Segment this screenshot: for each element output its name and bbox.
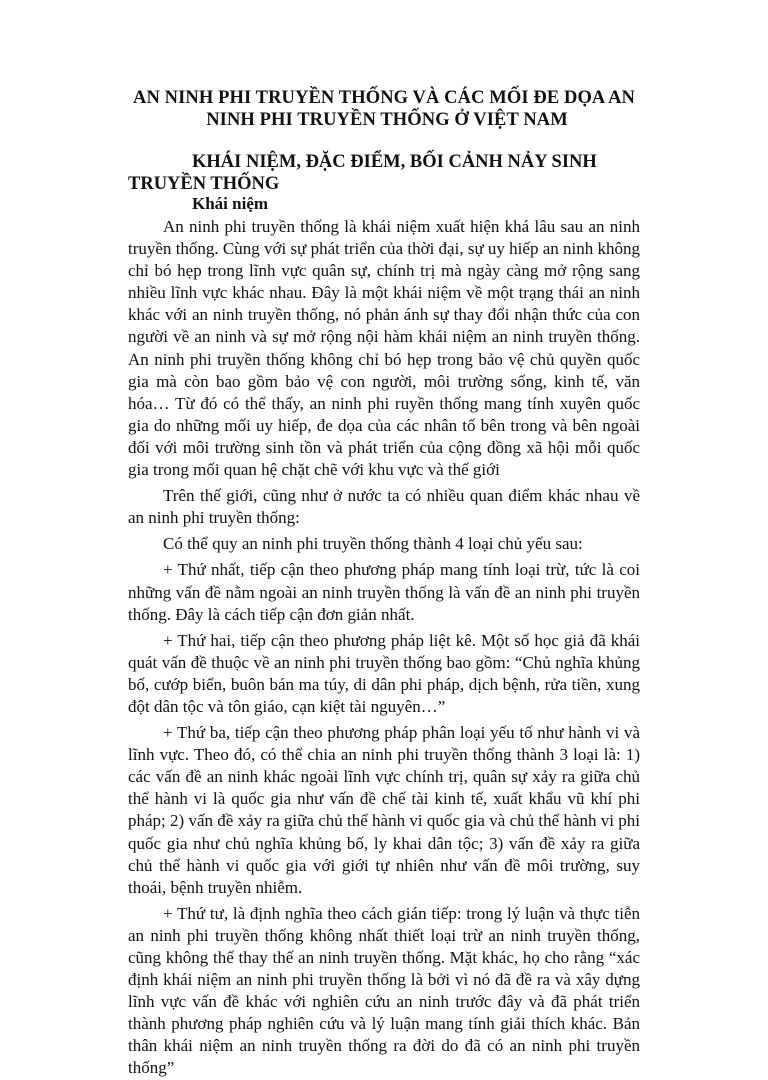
paragraph-four-types: Có thể quy an ninh phi truyền thống thành 4 loại chủ yếu sau:: [163, 534, 583, 554]
paragraph-viewpoints: Trên thế giới, cũng như ở nước ta có nhiều quan điểm khác nhau về an ninh phi truyền thống:: [128, 486, 640, 528]
paragraph-fourth-approach: + Thứ tư, là định nghĩa theo cách gián tiếp: trong lý luận và thực tiễn an ninh phi truyền thống không nhất thiết loại trừ an ninh truyền thống, cũng không thể thay thế an ninh truyền thống. Mặt khác, họ cho rằng “xác định khái niệm an ninh phi truyền thống là bởi vì nó đã đề ra và xây dựng lĩnh vực vấn đề khác với nghiên cứu an ninh trước đây và đã phát triển thành phương pháp nghiên cứu và lý luận mang tính giải thích khác. Bản thân khái niệm an ninh truyền thống ra đời do đã có an ninh phi truyền thống”: [128, 903, 640, 1078]
section-heading-line-2: TRUYỀN THỐNG: [128, 174, 280, 194]
document-title-line-1: AN NINH PHI TRUYỀN THỐNG VÀ CÁC MỐI ĐE DỌA AN: [133, 88, 635, 108]
body-text: [128, 216, 640, 1080]
section-heading-line-1: KHÁI NIỆM, ĐẶC ĐIỂM, BỐI CẢNH NẢY SINH: [192, 152, 597, 172]
paragraph-definition: An ninh phi truyền thống là khái niệm xuất hiện khá lâu sau an ninh truyền thống. Cùng với sự phát triển của thời đại, sự uy hiếp an ninh không chỉ bó hẹp trong lĩnh vực quân sự, chính trị mà ngày càng mở rộng sang nhiều lĩnh vực khác nhau. Đây là một khái niệm về một trạng thái an ninh khác với an ninh truyền thống, nó phản ánh sự thay đổi nhận thức của con người về an ninh và sự mở rộng nội hàm khái niệm an ninh truyền thống. An ninh phi truyền thống không chỉ bó hẹp trong bảo vệ chủ quyền quốc gia mà còn bao gồm bảo vệ con người, môi trường sống, kinh tế, văn hóa… Từ đó có thể thấy, an ninh phi ruyền thống mang tính xuyên quốc gia do những mối uy hiếp, đe dọa của các nhân tố bên trong và bên ngoài đối với môi trường sinh tồn và phát triển của cộng đồng xã hội mỗi quốc gia trong mối quan hệ chặt chẽ với khu vực và thế giới: [128, 217, 640, 480]
subheading: Khái niệm: [192, 194, 269, 213]
paragraph-third-approach: + Thứ ba, tiếp cận theo phương pháp phân loại yếu tố như hành vi và lĩnh vực. Theo đó, có thể chia an ninh phi truyền thống thành 3 loại là: 1) các vấn đề an ninh khác ngoài lĩnh vực chính trị, quân sự xảy ra giữa chủ thể hành vi là quốc gia như vấn đề chế tài kinh tế, xuất khẩu vũ khí phi pháp; 2) vấn đề xảy ra giữa chủ thể hành vi quốc gia và chủ thể hành vi phi quốc gia như chủ nghĩa khủng bố, ly khai dân tộc; 3) vấn đề xảy ra giữa chủ thể hành vi quốc gia với giới tự nhiên như vấn đề môi trường, suy thoái, bệnh truyền nhiễm.: [128, 723, 640, 897]
document-title-line-2: NINH PHI TRUYỀN THỐNG Ở VIỆT NAM: [206, 110, 568, 130]
paragraph-first-approach: + Thứ nhất, tiếp cận theo phương pháp mang tính loại trừ, tức là coi những vấn đề nằm ngoài an ninh truyền thống là vấn đề an ninh phi truyền thống. Đây là cách tiếp cận đơn giản nhất.: [128, 560, 640, 624]
paragraph-second-approach: + Thứ hai, tiếp cận theo phương pháp liệt kê. Một số học giả đã khái quát vấn đề thuộc về an ninh phi truyền thống bao gồm: “Chủ nghĩa khủng bố, cướp biển, buôn bán ma túy, di dân phi pháp, dịch bệnh, rửa tiền, xung đột dân tộc và tôn giáo, cạn kiệt tài nguyên…”: [128, 630, 640, 716]
